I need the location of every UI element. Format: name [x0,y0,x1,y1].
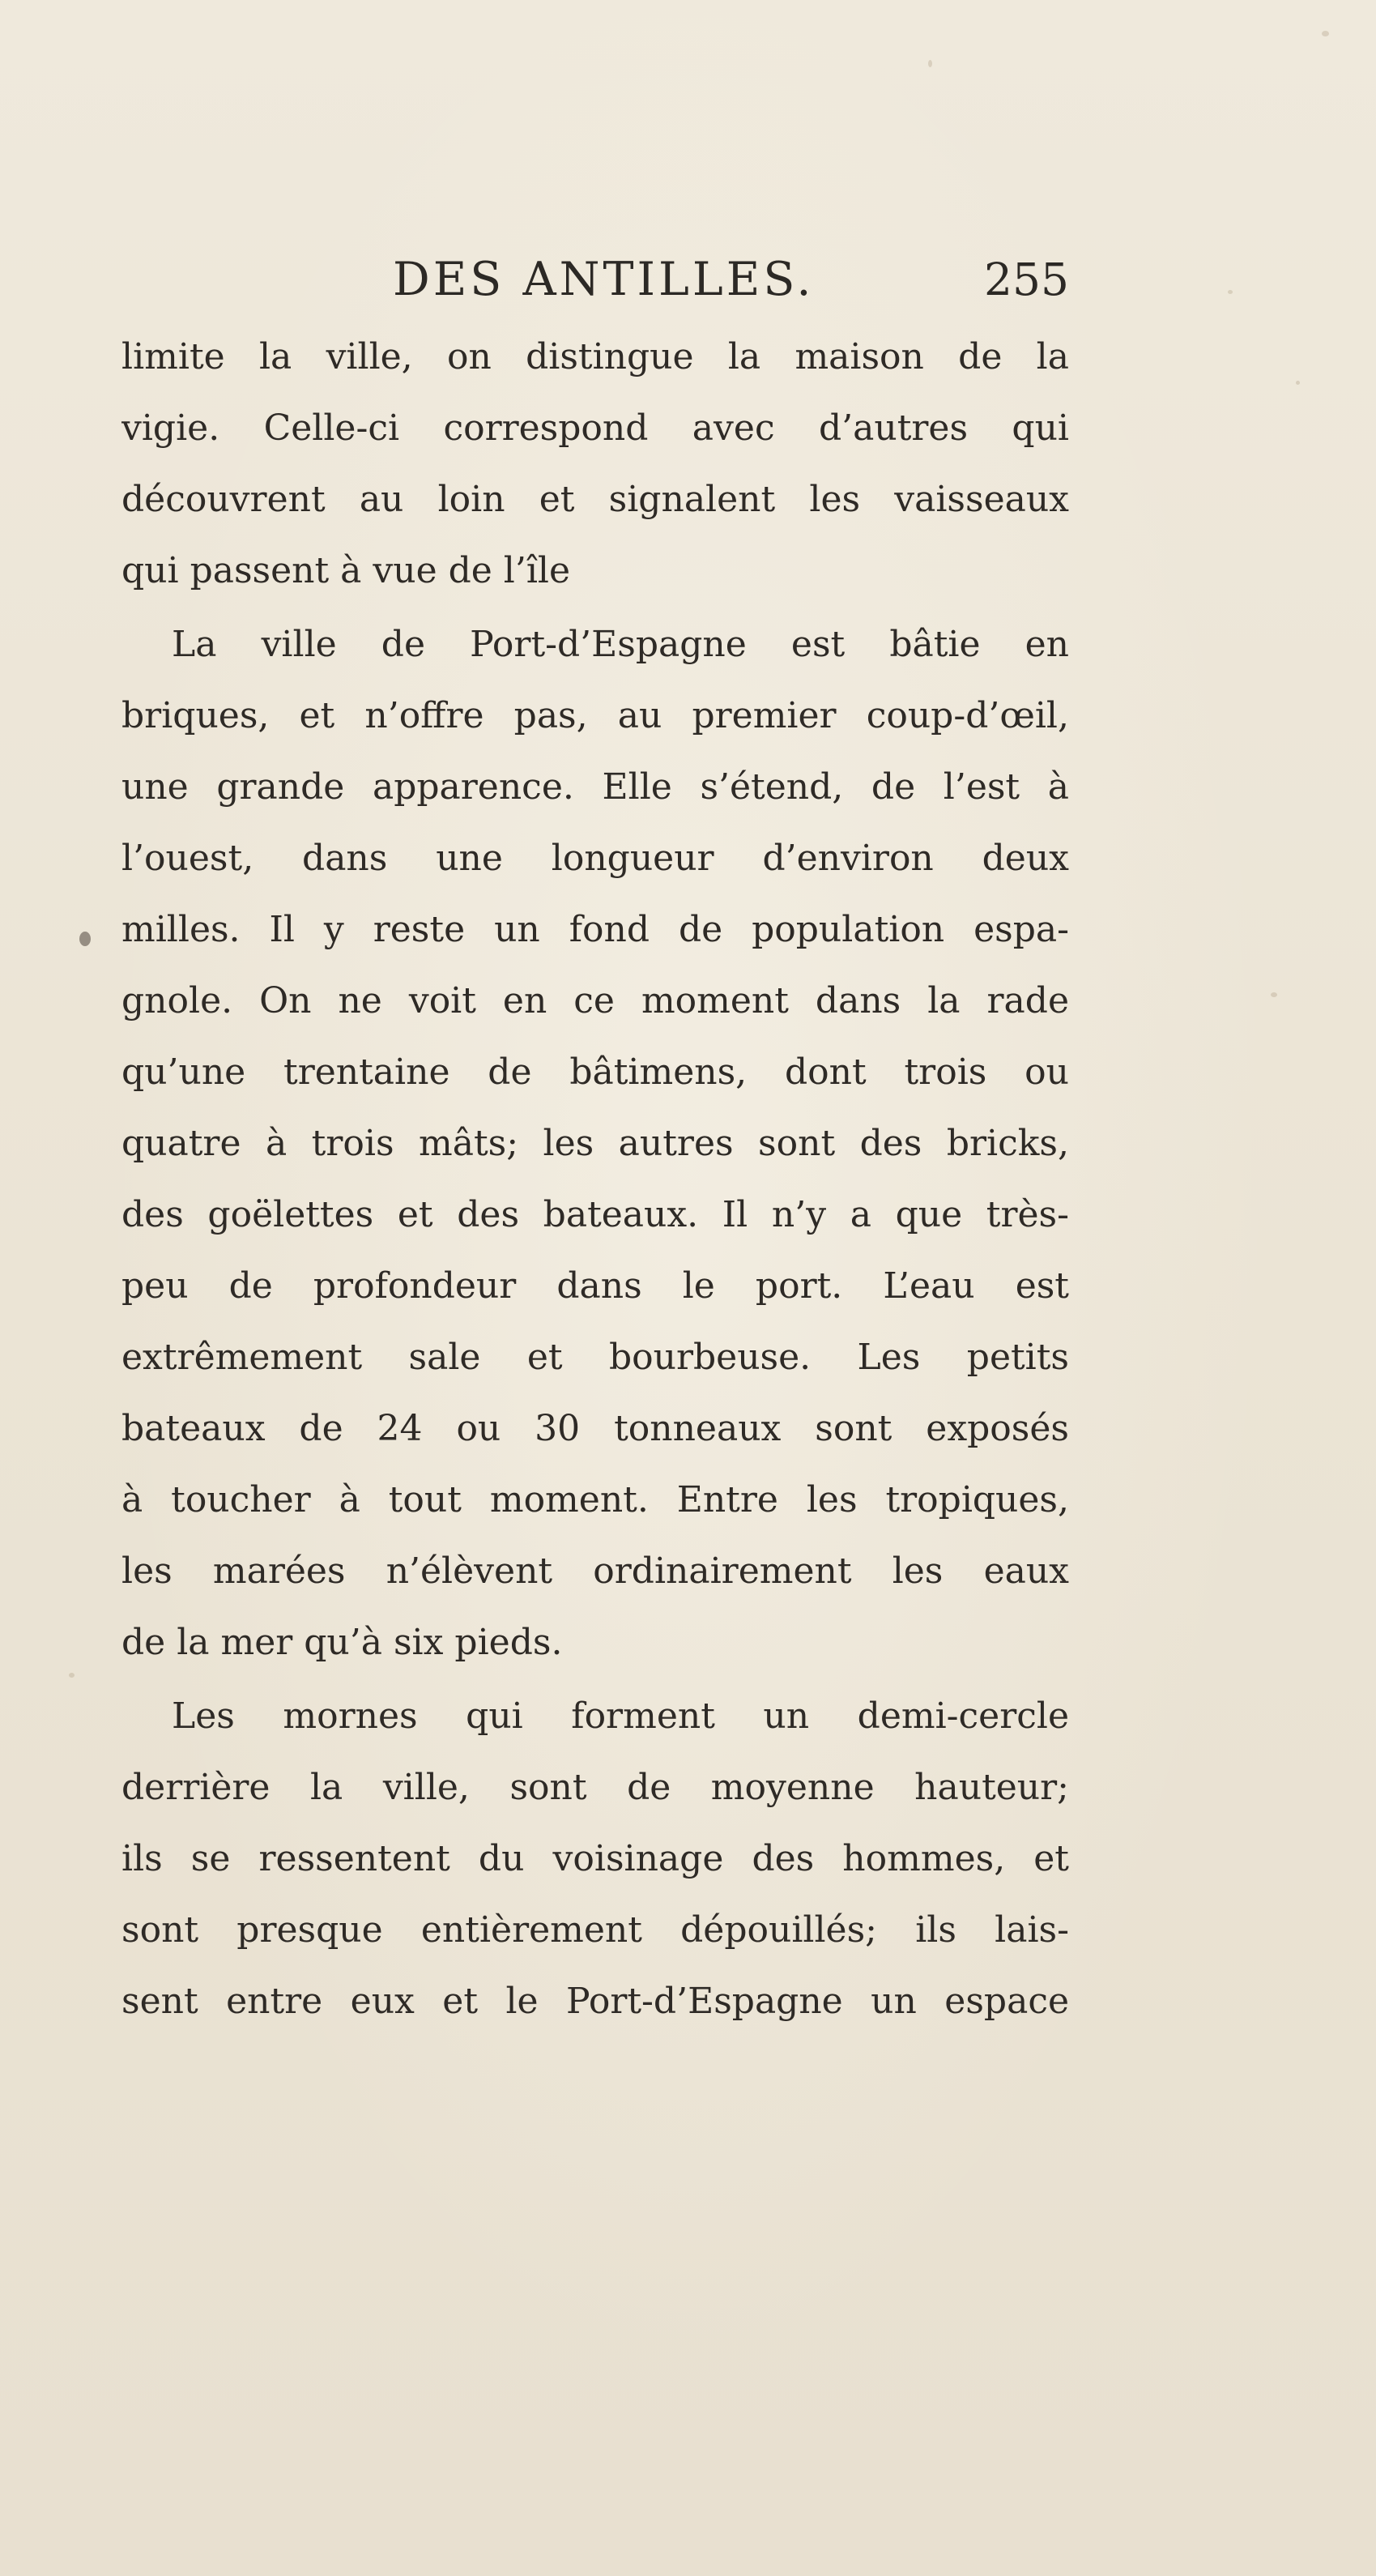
text-line: une grande apparence. Elle s’étend, de l’est à [121,766,1069,808]
body-text [121,322,1069,2037]
text-line: derrière la ville, sont de moyenne hauteur; [121,1767,1069,1808]
paragraph-2 [121,609,1069,1678]
text-line: milles. Il y reste un fond de population espa- [121,909,1069,950]
text-line: briques, et n’offre pas, au premier coup-d’œil, [121,695,1069,736]
paper-spot [69,1673,75,1678]
text-line: à toucher à tout moment. Entre les tropiques, [121,1479,1069,1520]
paper-spot [928,60,932,67]
paper-spot [79,932,91,946]
page-number: 255 [984,254,1069,305]
paper-spot [1322,31,1329,36]
text-line: ils se ressentent du voisinage des hommes, et [121,1838,1069,1879]
text-line: quatre à trois mâts; les autres sont des bricks, [121,1123,1069,1164]
text-line: extrêmement sale et bourbeuse. Les petits [121,1337,1069,1378]
paper-spot [1228,290,1233,294]
text-line: vigie. Celle-ci correspond avec d’autres qui [121,407,1069,449]
text-line: les marées n’élèvent ordinairement les eaux [121,1550,1069,1592]
text-line: qu’une trentaine de bâtimens, dont trois ou [121,1051,1069,1093]
paper-spot [1296,381,1300,385]
text-line: découvrent au loin et signalent les vaisseaux [121,479,1069,520]
text-line: gnole. On ne voit en ce moment dans la rade [121,980,1069,1021]
paragraph-3 [121,1681,1069,2037]
text-line: La ville de Port-d’Espagne est bâtie en [172,624,1069,665]
text-line: sent entre eux et le Port-d’Espagne un espace [121,1981,1069,2022]
text-line: bateaux de 24 ou 30 tonneaux sont exposés [121,1408,1069,1449]
text-line: Les mornes qui forment un demi-cercle [172,1695,1069,1737]
text-line: sont presque entièrement dépouillés; ils lais- [121,1909,1069,1951]
paper-spot [1271,992,1277,997]
paragraph-1 [121,322,1069,607]
text-line: des goëlettes et des bateaux. Il n’y a que très- [121,1194,1069,1235]
text-line: limite la ville, on distingue la maison de la [121,336,1069,377]
text-line: peu de profondeur dans le port. L’eau est [121,1265,1069,1307]
text-line: de la mer qu’à six pieds. [121,1622,563,1663]
running-title: DES ANTILLES. [393,253,815,306]
text-line: l’ouest, dans une longueur d’environ deux [121,838,1069,879]
text-line: qui passent à vue de l’île [121,550,571,591]
page-header [121,247,1069,312]
